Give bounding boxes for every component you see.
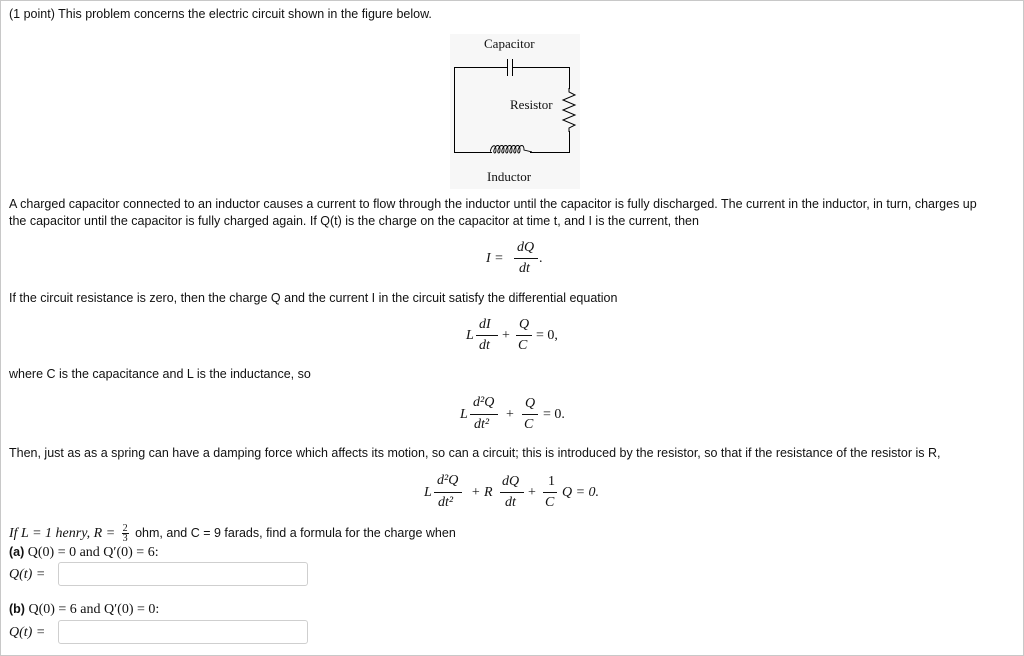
part-a-label: Q(t) = — [9, 567, 46, 582]
eq1-lhs: I = — [486, 251, 504, 266]
eq4-tail: Q = 0. — [562, 485, 600, 500]
eq4-plus: + — [528, 485, 536, 500]
part-a-condition: Q(0) = 0 and Q′(0) = 6: — [27, 545, 159, 560]
equation-current — [484, 238, 564, 282]
eq2-denominator-2: C — [518, 338, 528, 353]
eq3-tail: = 0. — [543, 407, 565, 422]
r-fraction — [122, 524, 129, 543]
part-b-answer-input[interactable] — [58, 620, 308, 644]
given-post: ohm, and C = 9 farads, find a formula for the charge when — [135, 525, 456, 540]
eq4-denominator-3: C — [545, 495, 555, 510]
paragraph-2: If the circuit resistance is zero, then the charge Q and the current I in the circuit satisfy the differential equation — [9, 291, 618, 305]
eq4-denominator-2: dt — [505, 495, 516, 510]
paragraph-3: where C is the capacitance and L is the inductance, so — [9, 367, 311, 381]
part-b-prompt — [9, 601, 159, 618]
eq2-numerator-2: Q — [519, 317, 530, 332]
eq3-plus: + — [506, 407, 514, 422]
r-denominator: 3 — [122, 533, 128, 544]
inductor-label: Inductor — [487, 169, 532, 184]
part-a-prompt — [9, 544, 159, 561]
eq2-L: L — [466, 328, 474, 343]
resistor-label: Resistor — [510, 97, 553, 112]
r-numerator: 2 — [122, 523, 128, 534]
paragraph-1-line-2: the capacitor until the capacitor is fully charged again. If Q(t) is the charge on the capacitor at time t, and I is the current, then — [9, 214, 699, 228]
eq1-tail: . — [539, 251, 543, 266]
part-a-answer-input[interactable] — [58, 562, 308, 586]
eq3-numerator-2: Q — [525, 396, 536, 411]
eq4-L: L — [424, 485, 432, 500]
part-b-tag: (b) — [9, 602, 25, 616]
eq4-denominator-1: dt² — [438, 495, 454, 510]
circuit-diagram — [450, 34, 580, 189]
part-a-tag: (a) — [9, 545, 25, 559]
eq4-numerator-2: dQ — [502, 474, 520, 489]
eq1-numerator: dQ — [517, 240, 535, 255]
capacitor-label: Capacitor — [484, 36, 535, 51]
paragraph-4: Then, just as as a spring can have a damping force which affects its motion, so can a circuit; this is introduced by the resistor, so that if the resistance of the resistor is R, — [9, 446, 941, 460]
eq3-numerator-1: d²Q — [473, 395, 495, 410]
eq3-denominator-2: C — [524, 417, 534, 432]
equation-lc-second-order — [460, 394, 590, 438]
eq2-plus: + — [502, 328, 510, 343]
equation-lc — [466, 315, 586, 359]
eq4-plus-r: + R — [471, 485, 493, 500]
eq2-denominator-1: dt — [479, 338, 490, 353]
eq1-denominator: dt — [519, 261, 530, 276]
eq2-tail: = 0, — [536, 328, 558, 343]
given-pre: If L = 1 henry, R = — [9, 525, 116, 541]
part-b-label: Q(t) = — [9, 625, 46, 640]
part-b-condition: Q(0) = 6 and Q′(0) = 0: — [28, 602, 160, 617]
paragraph-1-line-1: A charged capacitor connected to an inductor causes a current to flow through the inductor until the capacitor is fully discharged. The current in the inductor, in turn, charges up — [9, 197, 977, 211]
resistor-symbol — [560, 88, 580, 132]
eq4-numerator-1: d²Q — [437, 473, 459, 488]
eq3-denominator-1: dt² — [474, 417, 490, 432]
inductor-symbol — [490, 144, 532, 156]
problem-intro: (1 point) This problem concerns the electric circuit shown in the figure below. — [9, 7, 432, 21]
equation-rlc — [424, 472, 624, 516]
eq4-numerator-3: 1 — [548, 474, 555, 489]
eq2-numerator-1: dI — [479, 317, 491, 332]
given-values — [9, 524, 456, 543]
eq3-L: L — [460, 407, 468, 422]
